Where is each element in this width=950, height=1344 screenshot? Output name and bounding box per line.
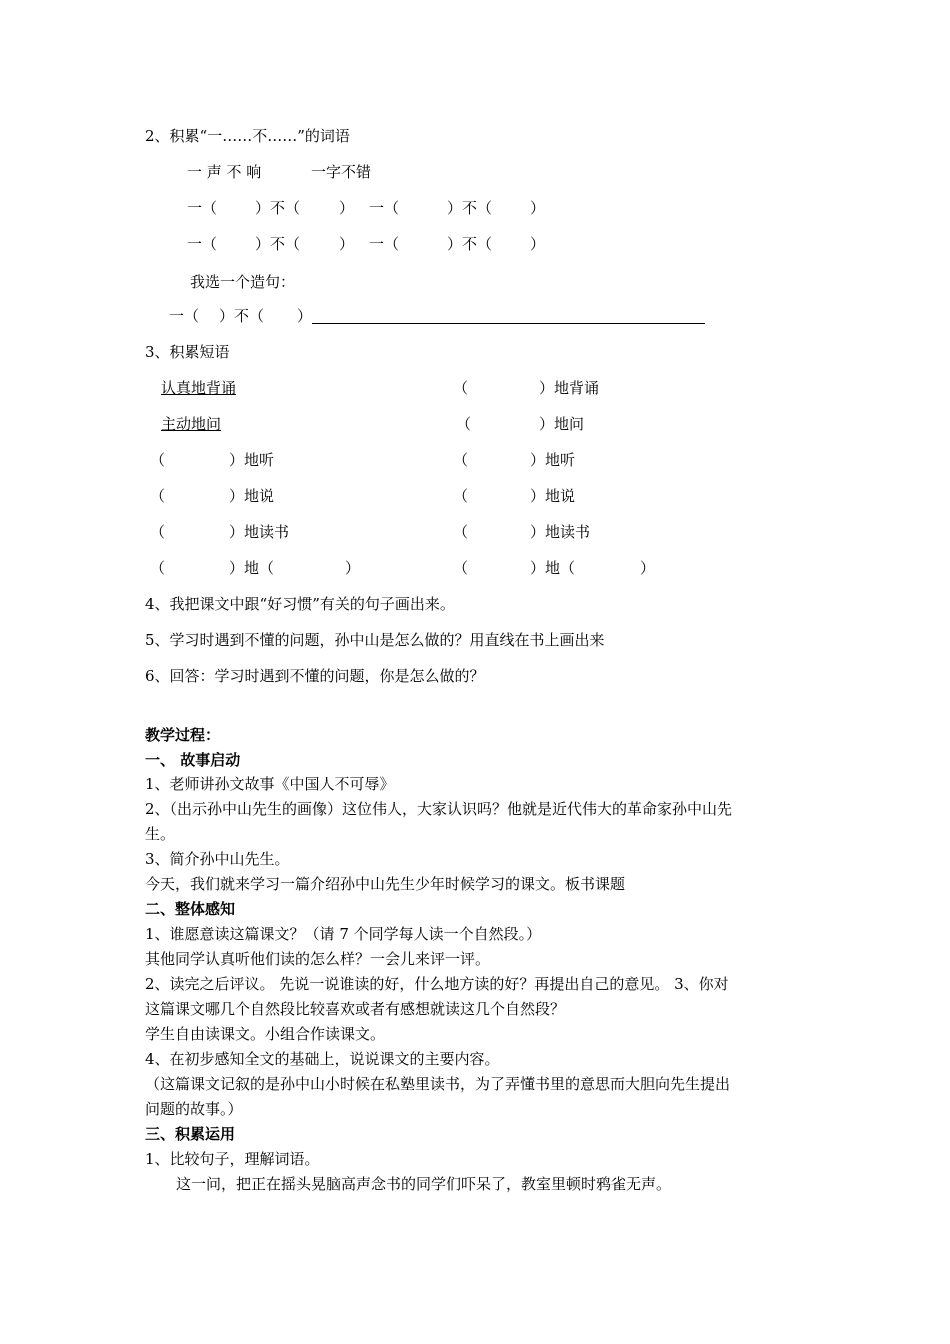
sentence-answer-line (312, 323, 705, 324)
paren-open: （ (453, 379, 469, 397)
paragraph: 问题的故事。） (145, 1100, 243, 1118)
blank-text: ） (530, 235, 546, 253)
blank-text: ） (530, 199, 546, 217)
paren-open: （ (453, 487, 469, 505)
phrase-left-close: ） (345, 559, 361, 577)
question-4: 4、我把课文中跟“好习惯”有关的句子画出来。 (145, 595, 455, 613)
question-5: 5、学习时遇到不懂的问题，孙中山是怎么做的？用直线在书上画出来 (145, 631, 605, 649)
example-word-2: 一字不错 (311, 163, 372, 181)
blank-text: ）不（ (447, 199, 493, 217)
blank-text: 一（ (187, 235, 218, 253)
process-title: 教学过程： (145, 726, 221, 744)
blank-text: ）不（ (219, 307, 265, 325)
phrase-right-3: ）地听 (530, 451, 576, 469)
phrase-left-1: ）地听 (229, 451, 275, 469)
paragraph: 4、在初步感知全文的基础上，说说课文的主要内容。 (145, 1050, 500, 1068)
phrase-left-2: ）地说 (229, 487, 275, 505)
phrase-right-2: ）地问 (539, 415, 585, 433)
paren-open: （ (456, 415, 472, 433)
paragraph: 1、谁愿意读这篇课文？（请 7 个同学每人读一个自然段。） (145, 925, 542, 943)
blank-text: ） (339, 199, 355, 217)
part-3-heading: 三、积累运用 (145, 1125, 236, 1143)
part-1-heading: 一、 故事启动 (145, 751, 241, 769)
blank-text: 一（ (187, 199, 218, 217)
paren-open: （ (453, 451, 469, 469)
paragraph: 1、老师讲孙文故事《中国人不可辱》 (145, 775, 395, 793)
paragraph: 2、读完之后评议。 先说一说谁读的好，什么地方读的好？再提出自己的意见。 3、你对 (145, 975, 729, 993)
paragraph: 生。 (145, 825, 176, 843)
phrase-right-6: ）地（ (530, 559, 576, 577)
paragraph: 今天，我们就来学习一篇介绍孙中山先生少年时候学习的课文。板书课题 (145, 875, 626, 893)
blank-text: ）不（ (447, 235, 493, 253)
part-2-heading: 二、整体感知 (145, 900, 236, 918)
blank-text: 一（ (369, 235, 400, 253)
phrase-example-1: 认真地背诵 (161, 379, 237, 397)
blank-text: 一（ (169, 307, 200, 325)
blank-text: ）不（ (255, 235, 301, 253)
phrase-left-3: ）地读书 (229, 523, 290, 541)
blank-text: ） (339, 235, 355, 253)
paragraph: 这篇课文哪几个自然段比较喜欢或者有感想就读这几个自然段？ (145, 1000, 566, 1018)
blank-text: ）不（ (255, 199, 301, 217)
phrase-left-4: ）地（ (229, 559, 275, 577)
phrase-right-close: ） (640, 559, 656, 577)
blank-text: 一（ (369, 199, 400, 217)
blank-text: ） (297, 307, 313, 325)
paren-open: （ (453, 523, 469, 541)
section-2-heading: 2、积累“一……不……”的词语 (145, 127, 350, 145)
phrase-right-4: ）地说 (530, 487, 576, 505)
phrase-right-1: ）地背诵 (539, 379, 600, 397)
choose-label: 我选一个造句： (190, 273, 296, 291)
paragraph: 这一问，把正在摇头晃脑高声念书的同学们吓呆了，教室里顿时鸦雀无声。 (176, 1175, 672, 1193)
paragraph: 学生自由读课文。小组合作读课文。 (145, 1025, 386, 1043)
paragraph: 其他同学认真听他们读的怎么样？一会儿来评一评。 (145, 950, 491, 968)
paragraph: （这篇课文记叙的是孙中山小时候在私塾里读书，为了弄懂书里的意思而大胆向先生提出 (145, 1075, 731, 1093)
paren-open: （ (150, 559, 166, 577)
phrase-example-2: 主动地问 (161, 415, 222, 433)
paren-open: （ (453, 559, 469, 577)
example-word-1: 一 声 不 响 (187, 163, 262, 181)
paragraph: 3、简介孙中山先生。 (145, 850, 290, 868)
paren-open: （ (150, 523, 166, 541)
section-3-heading: 3、积累短语 (145, 343, 230, 361)
question-6: 6、回答：学习时遇到不懂的问题，你是怎么做的？ (145, 667, 485, 685)
paren-open: （ (150, 487, 166, 505)
paren-open: （ (150, 451, 166, 469)
paragraph: 2、（出示孙中山先生的画像）这位伟人，大家认识吗？他就是近代伟大的革命家孙中山先 (145, 800, 733, 818)
phrase-right-5: ）地读书 (530, 523, 591, 541)
paragraph: 1、比较句子，理解词语。 (145, 1150, 320, 1168)
